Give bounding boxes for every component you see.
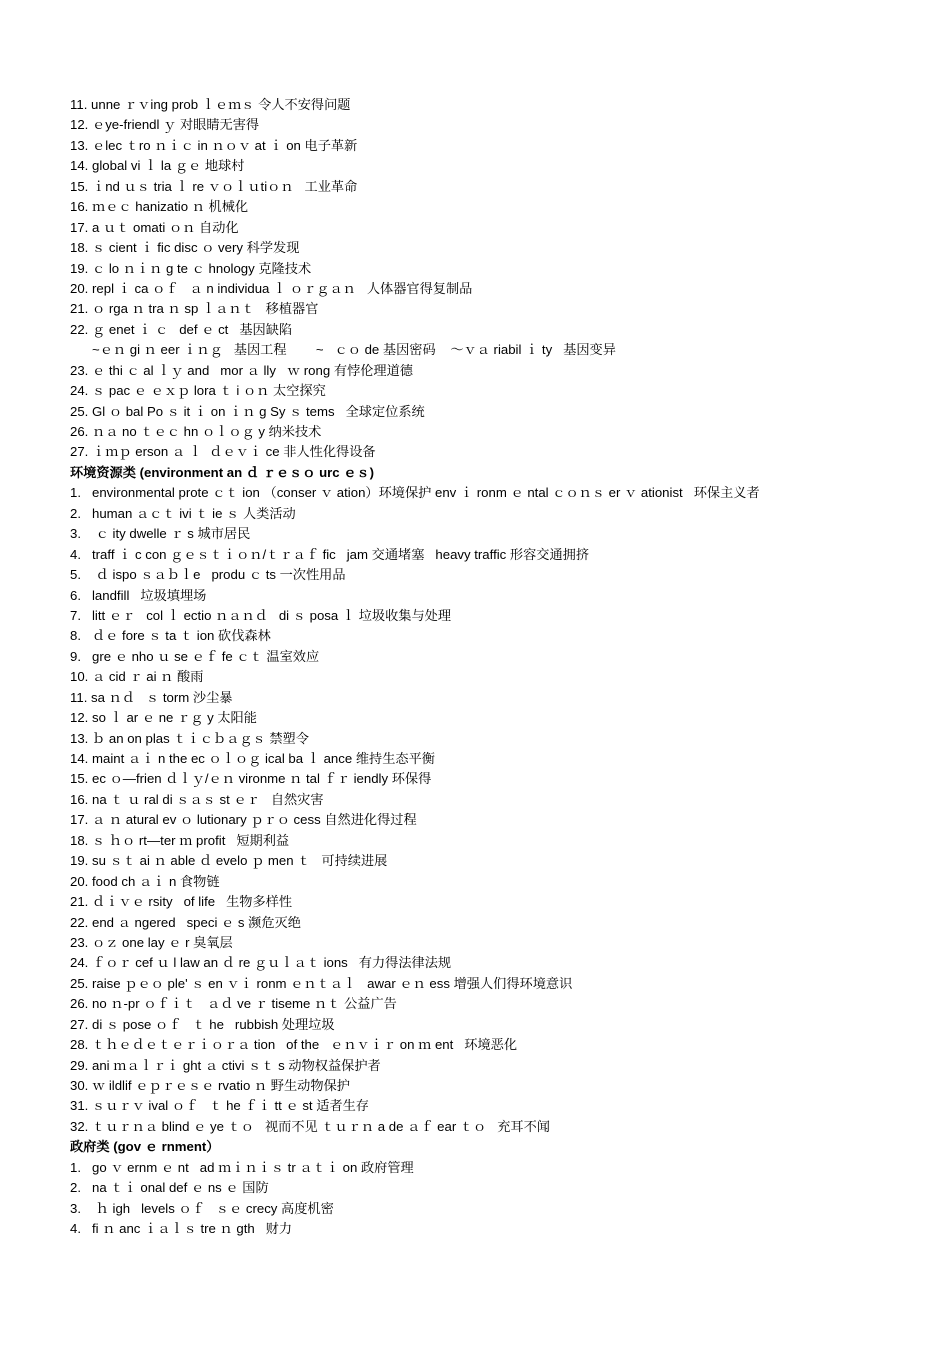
list-item <box>70 994 930 1014</box>
item-text: ｄ ispo ｓａｂｌe produ ｃ ts 一次性用品 <box>92 567 346 583</box>
list-item <box>70 504 930 524</box>
list-item <box>70 810 930 830</box>
item-text: fi ｎ anc ｉａｌｓ tre ｎ gth 财力 <box>92 1221 293 1237</box>
list-item <box>70 259 930 279</box>
list-item <box>70 708 930 728</box>
item-text: unne ｒｖing prob ｌｅｍｓ 令人不安得问题 <box>91 97 351 112</box>
list-item <box>70 177 930 197</box>
government-list <box>70 1158 930 1240</box>
item-text: repl ｉ ca ｏｆ ａ n individua ｌ ｏｒｇａｎ 人体器官得复制品 <box>92 280 473 296</box>
item-number: 23. <box>70 362 89 378</box>
list-item <box>70 320 930 340</box>
list-item <box>70 279 930 299</box>
list-item <box>70 586 930 606</box>
item-text: human ａｃｔ ivi ｔ ie ｓ 人类活动 <box>92 505 296 521</box>
item-text: ｓ cient ｉ fic disc ｏ very 科学发现 <box>92 240 300 256</box>
document-page <box>70 95 930 1240</box>
list-item <box>70 1117 930 1137</box>
item-number: 11. <box>70 689 88 705</box>
item-number: 15. <box>70 178 89 194</box>
list-item <box>70 1178 930 1198</box>
environment-list <box>70 483 930 667</box>
list-item <box>70 545 930 565</box>
item-number: 24. <box>70 955 89 971</box>
item-text: so ｌ ar ｅ ne ｒｇ y 太阳能 <box>92 710 257 726</box>
item-text: Gl ｏ bal Po ｓ it ｉ on ｉｎ g Sy ｓ tems 全球定位系统 <box>92 403 425 419</box>
list-item <box>70 831 930 851</box>
list-item <box>70 872 930 892</box>
item-text: na ｔ ｕ ral di ｓａｓ st ｅｒ 自然灾害 <box>92 791 324 807</box>
item-number: 18. <box>70 240 89 256</box>
item-text: a ｕｔ omati ｏｎ 自动化 <box>92 219 239 235</box>
item-number: 19. <box>70 853 89 869</box>
item-number: 1. <box>70 1159 81 1175</box>
item-text: no ｎ-pr ｏｆｉｔ ａｄ ve ｒ tiseme ｎｔ 公益广告 <box>92 996 397 1012</box>
list-item <box>70 626 930 646</box>
list-item <box>70 729 930 749</box>
item-number: 17. <box>70 219 89 235</box>
item-number: 26. <box>70 424 89 439</box>
list-item <box>70 790 930 810</box>
list-item <box>70 913 930 933</box>
item-text: ani ｍａｌｒｉ ght ａ ctivi ｓｔ s 动物权益保护者 <box>92 1057 381 1073</box>
item-text: ｅ thi ｃ al ｌｙ and mor ａ lly ｗ rong 有悖伦理道德 <box>92 362 413 378</box>
item-number: 7. <box>70 607 81 623</box>
list-item <box>70 688 930 708</box>
item-number: 11. <box>70 97 88 112</box>
item-number: 30. <box>70 1078 89 1093</box>
item-number: 2. <box>70 505 81 521</box>
item-number: 25. <box>70 975 89 991</box>
list-item <box>70 565 930 585</box>
item-number: 32. <box>70 1118 89 1134</box>
item-number: 14. <box>70 158 89 174</box>
list-item <box>70 524 930 544</box>
item-number: 14. <box>70 751 89 766</box>
item-text: ｂ an on plas ｔｉｃｂａｇｓ 禁塑令 <box>92 730 309 746</box>
item-number: 24. <box>70 383 89 399</box>
item-text: environmental prote ｃｔ ion （conser ｖ ation）环境保护 env ｉ ronm ｅ ntal ｃｏｎｓ er ｖ ationist 环保主义者 <box>92 485 760 501</box>
item-text: ｏ rga ｎ tra ｎ sp ｌａｎｔ 移植器官 <box>92 301 319 317</box>
item-number: 29. <box>70 1057 89 1073</box>
list-item <box>70 974 930 994</box>
list-item <box>70 1015 930 1035</box>
item-text: ｓｕｒｖ ival ｏｆ ｔ he ｆｉ tt ｅ st 适者生存 <box>92 1098 369 1114</box>
item-number: 27. <box>70 444 89 460</box>
list-item <box>70 1056 930 1076</box>
item-text: ｍｅｃ hanizatio ｎ 机械化 <box>92 199 249 215</box>
list-item <box>70 197 930 217</box>
item-text: di ｓ pose ｏｆ ｔ he rubbish 处理垃圾 <box>92 1016 335 1032</box>
item-number: 1. <box>70 485 81 501</box>
item-text: global vi ｌ la ｇｅ 地球村 <box>92 158 245 174</box>
item-text: ｄｅ fore ｓ ta ｔ ion 砍伐森林 <box>92 628 271 644</box>
item-number: 16. <box>70 199 89 215</box>
item-text: litt ｅｒ col ｌ ectio ｎａｎｄ di ｓ posa ｌ 垃圾收集与处理 <box>92 607 452 623</box>
list-item <box>70 749 930 769</box>
list-item <box>70 953 930 973</box>
sub-list-item: ~ｅｎ gi ｎ eer ｉｎｇ 基因工程 ~ ｃｏ de 基因密码 ～ｖａ riabil ｉ ty 基因变异 <box>92 342 616 358</box>
item-text: ｉｍｐ erson ａ ｌ ｄｅｖｉ ce 非人性化得设备 <box>92 444 376 460</box>
list-item <box>70 1096 930 1116</box>
list-item <box>70 1199 930 1219</box>
item-number: 4. <box>70 546 81 562</box>
item-number: 19. <box>70 260 89 276</box>
item-number: 3. <box>70 1200 81 1216</box>
item-text: ｅye-friendl ｙ 对眼睛无害得 <box>92 117 260 133</box>
list-item <box>70 851 930 871</box>
item-text: landfill 垃圾填埋场 <box>92 587 207 603</box>
item-text: ｄｉｖｅ rsity of life 生物多样性 <box>92 894 293 910</box>
section-heading-environment: 环境资源类 (environment an ｄ ｒｅｓｏ urc ｅｓ) <box>70 464 375 480</box>
item-number: 2. <box>70 1180 81 1196</box>
item-number: 6. <box>70 587 81 603</box>
item-number: 16. <box>70 791 89 807</box>
list-item <box>70 1158 930 1178</box>
item-text: ｓ pac ｅ ｅｘｐ lora ｔ i ｏｎ 太空探究 <box>92 383 326 399</box>
item-number: 12. <box>70 117 89 133</box>
item-number: 9. <box>70 648 81 664</box>
list-item <box>70 647 930 667</box>
item-number: 26. <box>70 996 89 1012</box>
list-item <box>70 1219 930 1239</box>
list-item <box>70 667 930 687</box>
list-item <box>70 218 930 238</box>
item-text: ａ cid ｒ ai ｎ 酸雨 <box>92 669 204 685</box>
item-text: na ｔｉ onal def ｅ ns ｅ 国防 <box>92 1180 269 1196</box>
list-item <box>70 483 930 503</box>
item-text: gre ｅ nho ｕ se ｅｆ fe ｃｔ 温室效应 <box>92 648 320 664</box>
list-item <box>70 238 930 258</box>
item-text: ｇ enet ｉ ｃ def ｅ ct 基因缺陷 <box>92 321 293 337</box>
item-number: 20. <box>70 280 89 296</box>
item-text: ｗ ildlif ｅｐｒｅｓｅ rvatio ｎ 野生动物保护 <box>92 1078 350 1093</box>
list-item <box>70 422 930 442</box>
item-text: raise ｐｅｏ ple' ｓ en ｖｉ ronm ｅｎｔａｌ awar ｅｎ ess 增强人们得环境意识 <box>92 975 573 991</box>
list-item <box>70 361 930 381</box>
item-text: traff ｉ c con ｇｅｓｔｉｏｎ/ｔｒａｆ fic jam 交通堵塞 heavy traffic 形容交通拥挤 <box>92 546 590 562</box>
item-number: 25. <box>70 403 89 419</box>
item-number: 21. <box>70 894 89 910</box>
item-number: 22. <box>70 321 89 337</box>
item-text: ｏｚ one lay ｅ r 臭氧层 <box>92 934 233 950</box>
item-number: 22. <box>70 914 89 930</box>
list-item <box>70 402 930 422</box>
item-text: ａ ｎ atural ev ｏ lutionary ｐｒｏ cess 自然进化得过程 <box>92 812 417 828</box>
item-text: ｃ ity dwelle ｒ s 城市居民 <box>92 526 251 542</box>
item-number: 18. <box>70 832 89 848</box>
item-number: 12. <box>70 710 89 726</box>
item-number: 4. <box>70 1221 81 1237</box>
item-number: 31. <box>70 1098 89 1114</box>
item-text: ｎａ no ｔｅｃ hn ｏｌｏｇ y 纳米技术 <box>92 424 322 439</box>
item-number: 10. <box>70 669 89 685</box>
item-text: ｃ lo ｎｉｎ g te ｃ hnology 克隆技术 <box>92 260 312 276</box>
list-item <box>70 1035 930 1055</box>
item-text: su ｓｔ ai ｎ able ｄ evelo ｐ men ｔ 可持续进展 <box>92 853 388 869</box>
item-text: ｓ ｈｏ rt—ter ｍ profit 短期利益 <box>92 832 290 848</box>
item-text: ｈ igh levels ｏｆ ｓｅ crecy 高度机密 <box>92 1200 334 1216</box>
section-heading-government: 政府类 (gov ｅ rnment） <box>70 1139 220 1155</box>
list-item <box>70 299 930 319</box>
item-text: end ａ ngered speci ｅ s 濒危灭绝 <box>92 914 301 930</box>
list-item <box>70 381 930 401</box>
item-number: 28. <box>70 1037 89 1053</box>
item-number: 23. <box>70 934 89 950</box>
list-item <box>70 95 930 115</box>
item-number: 13. <box>70 730 89 746</box>
list-item <box>70 442 930 462</box>
item-number: 13. <box>70 137 89 153</box>
item-text: ｔｈｅｄｅｔｅｒｉｏｒａ tion of the ｅｎｖｉｒ on ｍ ent 环境恶化 <box>92 1037 518 1053</box>
item-text: go ｖ ernm ｅ nt ad ｍｉｎｉｓ tr ａｔｉ on 政府管理 <box>92 1159 414 1175</box>
item-text: ｔｕｒｎａ blind ｅ ye ｔｏ 视而不见 ｔｕｒｎ a de ａｆ ear ｔｏ 充耳不闻 <box>92 1118 550 1134</box>
item-number: 20. <box>70 873 89 889</box>
list-item <box>70 606 930 626</box>
item-text: maint ａｉ n the ec ｏｌｏｇ ical ba ｌ ance 维持生态平衡 <box>92 751 435 766</box>
item-number: 17. <box>70 812 89 828</box>
list-item <box>70 115 930 135</box>
item-number: 8. <box>70 628 81 644</box>
list-item <box>70 136 930 156</box>
item-text: ｅlec ｔro ｎｉｃ in ｎｏｖ at ｉ on 电子革新 <box>92 137 358 153</box>
list-item <box>70 892 930 912</box>
item-number: 21. <box>70 301 89 317</box>
item-text: ec ｏ—frien ｄｌｙ/ｅｎ vironme ｎ tal ｆｒ iendly 环保得 <box>92 771 432 787</box>
list-item <box>70 933 930 953</box>
item-text: sa ｎｄ ｓ torm 沙尘暴 <box>91 689 233 705</box>
list-item <box>70 769 930 789</box>
item-number: 27. <box>70 1016 89 1032</box>
list-item <box>70 1076 930 1096</box>
list-item <box>70 156 930 176</box>
item-text: food ch ａｉ n 食物链 <box>92 873 220 889</box>
item-number: 3. <box>70 526 81 542</box>
item-number: 15. <box>70 771 89 787</box>
item-number: 5. <box>70 567 81 583</box>
item-text: ｆｏｒ cef ｕ l law an ｄ re ｇｕｌａｔ ions 有力得法律法规 <box>92 955 452 971</box>
item-text: ｉnd ｕｓ tria ｌ re ｖｏｌｕtiｏｎ 工业革命 <box>92 178 358 194</box>
